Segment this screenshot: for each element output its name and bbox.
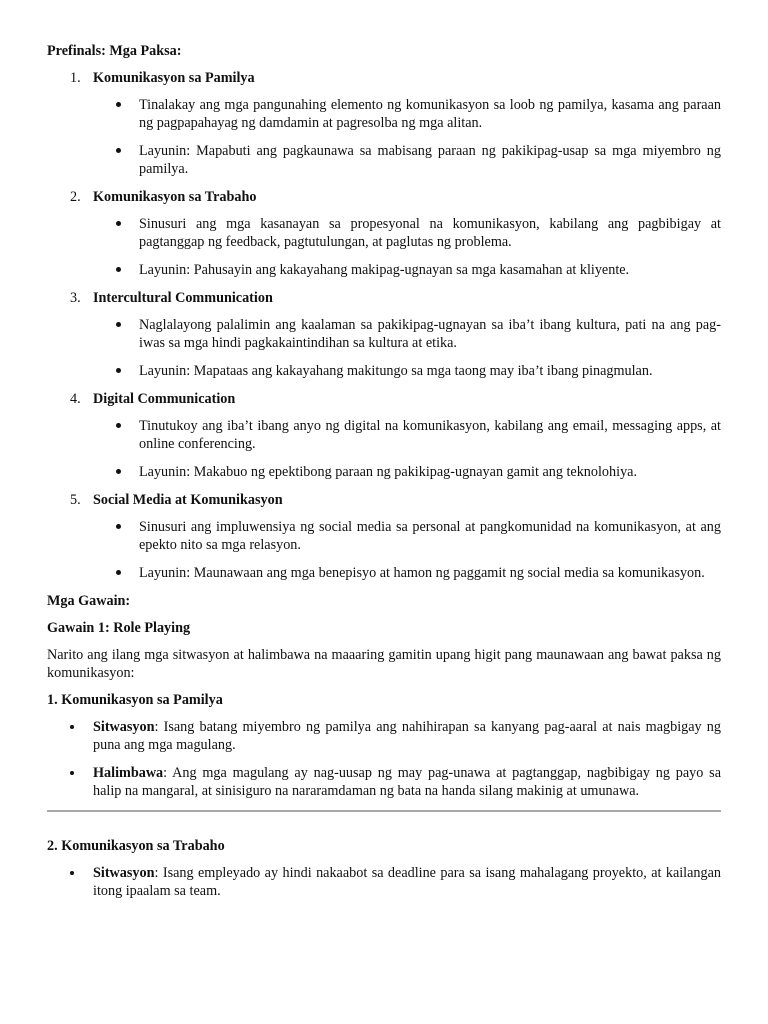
topic-item	[47, 289, 721, 380]
topic-bullet: Tinutukoy ang iba’t ibang anyo ng digital na komunikasyon, kabilang ang email, messaging apps, at online conferencing.	[47, 417, 721, 453]
activity-intro: Narito ang ilang mga sitwasyon at halimbawa na maaaring gamitin upang higit pang maunawaan ang bawat paksa ng komunikasyon:	[47, 647, 721, 681]
scenario-text: : Ang mga magulang ay nag-uusap ng may pag-unawa at pagtanggap, nagbibigay ng payo sa halip na mangaral, at sinisiguro na nararamdaman ng bata na handa silang makinig at umunawa.	[93, 765, 721, 799]
topic-title: Social Media at Komunikasyon	[93, 492, 283, 508]
topic-bullet: Naglalayong palalimin ang kaalaman sa pakikipag-ugnayan sa iba’t ibang kultura, pati na ang pag-iwas sa mga hindi pagkakaintindihan sa kultura at etika.	[47, 316, 721, 352]
topic-item	[47, 390, 721, 481]
topic-title: Komunikasyon sa Pamilya	[93, 70, 255, 86]
topic-bullet: Sinusuri ang impluwensiya ng social media sa personal at pangkomunidad na komunikasyon, at ang epekto nito sa mga relasyon.	[47, 518, 721, 554]
topic-number: 3.	[70, 290, 81, 306]
topic-bullets	[47, 96, 721, 178]
topic-bullets	[47, 316, 721, 380]
scenario-list	[47, 864, 721, 900]
topic-number: 4.	[70, 391, 81, 407]
horizontal-divider	[47, 810, 721, 812]
topic-number: 1.	[70, 70, 81, 86]
scenario-label: Halimbawa	[93, 765, 164, 781]
page-title: Prefinals: Mga Paksa:	[47, 43, 182, 59]
topic-heading	[47, 491, 721, 509]
scenario-label: Sitwasyon	[93, 865, 155, 881]
topic-bullet: Layunin: Mapataas ang kakayahang makitungo sa mga taong may iba’t ibang pinagmulan.	[47, 362, 721, 380]
topic-heading	[47, 69, 721, 87]
topic-bullet: Layunin: Pahusayin ang kakayahang makipag-ugnayan sa mga kasamahan at kliyente.	[47, 261, 721, 279]
scenario-text: : Isang batang miyembro ng pamilya ang nahihirapan sa kanyang pag-aaral at nais magbigay ng puna ang mga magulang.	[93, 719, 721, 753]
scenario-heading: 1. Komunikasyon sa Pamilya	[47, 692, 223, 708]
topic-heading	[47, 188, 721, 206]
topic-item	[47, 69, 721, 178]
scenario-heading: 2. Komunikasyon sa Trabaho	[47, 838, 225, 854]
topic-title: Intercultural Communication	[93, 290, 273, 306]
scenario-list	[47, 718, 721, 800]
topic-bullets	[47, 215, 721, 279]
topic-bullets	[47, 518, 721, 582]
topic-bullet: Layunin: Maunawaan ang mga benepisyo at hamon ng paggamit ng social media sa komunikasyon.	[47, 564, 721, 582]
topic-number: 5.	[70, 492, 81, 508]
topic-item	[47, 491, 721, 582]
topic-bullet: Layunin: Makabuo ng epektibong paraan ng pakikipag-ugnayan gamit ang teknolohiya.	[47, 463, 721, 481]
topic-bullets	[47, 417, 721, 481]
scenario-item	[47, 864, 721, 900]
topic-bullet: Tinalakay ang mga pangunahing elemento ng komunikasyon sa loob ng pamilya, kasama ang paraan ng pagpapahayag ng damdamin at pagresolba ng mga alitan.	[47, 96, 721, 132]
scenario-text: : Isang empleyado ay hindi nakaabot sa deadline para sa isang mahalagang proyekto, at kailangan itong ipaalam sa team.	[93, 865, 721, 899]
scenario-item	[47, 764, 721, 800]
topic-bullet: Sinusuri ang mga kasanayan sa propesyonal na komunikasyon, kabilang ang pagbibigay at pagtanggap ng feedback, pagtutulungan, at paglutas ng problema.	[47, 215, 721, 251]
topic-item	[47, 188, 721, 279]
topic-number: 2.	[70, 189, 81, 205]
scenario-item	[47, 718, 721, 754]
activity-heading: Gawain 1: Role Playing	[47, 620, 191, 636]
scenario-label: Sitwasyon	[93, 719, 155, 735]
activities-heading: Mga Gawain:	[47, 593, 131, 609]
topic-title: Digital Communication	[93, 391, 236, 407]
topic-heading	[47, 390, 721, 408]
topic-title: Komunikasyon sa Trabaho	[93, 189, 257, 205]
topic-bullet: Layunin: Mapabuti ang pagkaunawa sa mabisang paraan ng pakikipag-usap sa mga miyembro ng pamilya.	[47, 142, 721, 178]
topic-heading	[47, 289, 721, 307]
